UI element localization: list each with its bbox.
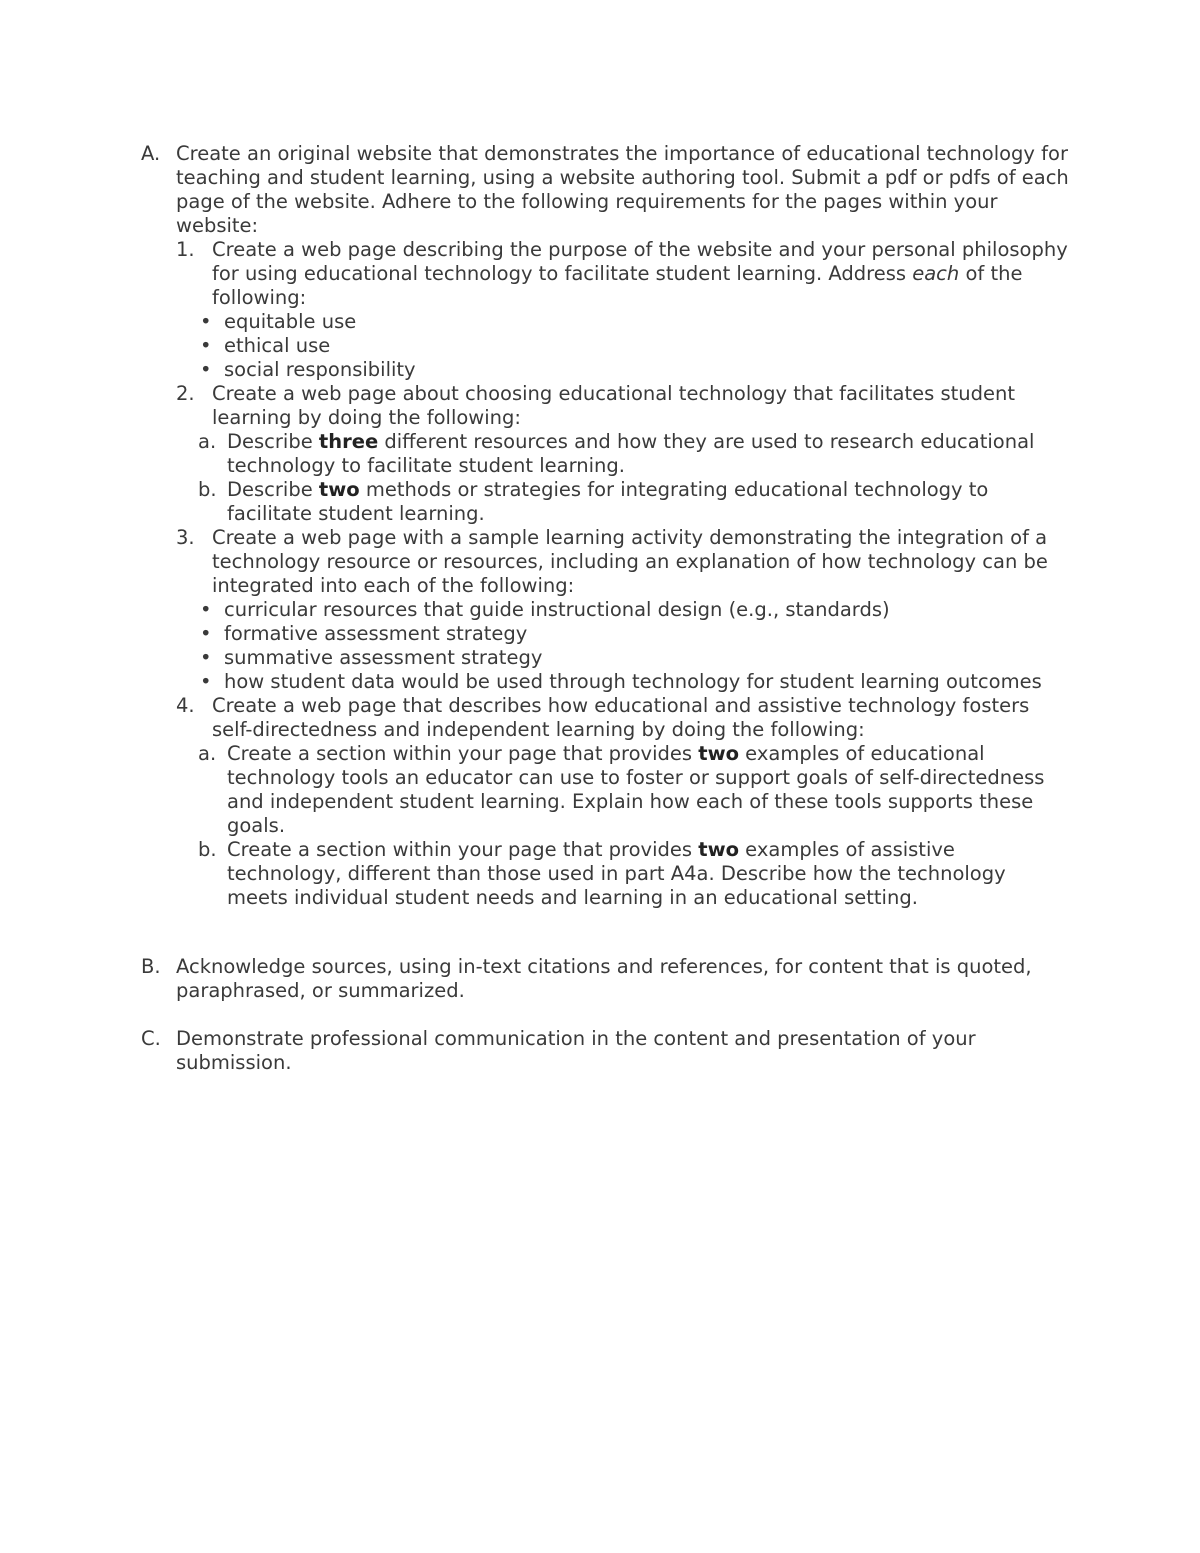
marker-A: A.	[141, 142, 161, 165]
marker-C: C.	[141, 1027, 161, 1050]
requirement-A2	[176, 382, 1071, 430]
requirement-C	[141, 1027, 1071, 1075]
requirement-A2-text: Create a web page about choosing educational technology that facilitates student learning by doing the following:	[212, 382, 1016, 429]
bold-term: two	[698, 838, 739, 861]
requirement-A4a-text	[227, 742, 1071, 838]
marker-A4a: a.	[198, 742, 217, 765]
marker-A4: 4.	[176, 694, 195, 717]
bullet-icon: •	[200, 670, 212, 693]
marker-A1: 1.	[176, 238, 195, 261]
bullet-item	[176, 670, 1071, 694]
bullet-icon: •	[200, 334, 212, 357]
bullet-icon: •	[200, 598, 212, 621]
text-span: different resources and how they are used to research educational technology to facilitate student learning.	[227, 430, 1035, 477]
bullet-item	[176, 334, 1071, 358]
bullet-icon: •	[200, 646, 212, 669]
requirement-A4b	[176, 838, 1071, 910]
requirement-A3	[176, 526, 1071, 598]
text-span: Describe	[227, 478, 319, 501]
requirement-A2a-text	[227, 430, 1071, 478]
bullet-text: how student data would be used through technology for student learning outcomes	[224, 670, 1042, 693]
bullet-item	[176, 646, 1071, 670]
requirement-A4a	[176, 742, 1071, 838]
requirement-C-text: Demonstrate professional communication in the content and presentation of your submission.	[176, 1027, 976, 1074]
bullet-item	[176, 358, 1071, 382]
requirement-A3-text: Create a web page with a sample learning activity demonstrating the integration of a technology resource or resources, including an explanation of how technology can be integrated into each of the following:	[212, 526, 1048, 597]
text-span: Describe	[227, 430, 319, 453]
text-span: methods or strategies for integrating educational technology to facilitate student learning.	[227, 478, 989, 525]
marker-A2a: a.	[198, 430, 217, 453]
bullet-text: summative assessment strategy	[224, 646, 543, 669]
text-span: examples of educational technology tools an educator can use to foster or support goals of self-directedness and independent student learning. Explain how each of these tools supports these goals.	[227, 742, 1045, 837]
bullet-item	[176, 622, 1071, 646]
bullet-item	[176, 598, 1071, 622]
text-span: Create a section within your page that provides	[227, 742, 699, 765]
text-span: Create a section within your page that provides	[227, 838, 699, 861]
bullet-icon: •	[200, 310, 212, 333]
text-span: of the following:	[212, 262, 1023, 309]
bullet-text: curricular resources that guide instructional design (e.g., standards)	[224, 598, 890, 621]
bold-term: three	[318, 430, 379, 453]
requirement-A4b-text	[227, 838, 1071, 910]
emphasis-each: each	[912, 262, 960, 285]
requirement-A1-text	[212, 238, 1071, 310]
requirement-A4-text: Create a web page that describes how educational and assistive technology fosters self-directedness and independent learning by doing the following:	[212, 694, 1030, 741]
bullet-icon: •	[200, 622, 212, 645]
bold-term: two	[698, 742, 739, 765]
bullet-text: social responsibility	[224, 358, 416, 381]
text-span: Create a web page describing the purpose of the website and your personal philosophy for using educational technology to facilitate student learning. Address	[212, 238, 1068, 285]
requirement-A1	[176, 238, 1071, 310]
bullet-text: ethical use	[224, 334, 331, 357]
requirement-A2a	[176, 430, 1071, 478]
requirement-A2b-text	[227, 478, 1071, 526]
text-span: examples of assistive technology, different than those used in part A4a. Describe how the technology meets individual student needs and learning in an educational setting.	[227, 838, 1006, 909]
requirement-A-text: Create an original website that demonstrates the importance of educational technology for teaching and student learning, using a website authoring tool. Submit a pdf or pdfs of each page of the website. Adhere to the following requirements for the pages within your website:	[176, 142, 1069, 237]
marker-A4b: b.	[198, 838, 217, 861]
bullet-text: equitable use	[224, 310, 357, 333]
requirement-A4	[176, 694, 1071, 742]
marker-B: B.	[141, 955, 161, 978]
requirement-A2b	[176, 478, 1071, 526]
marker-A3: 3.	[176, 526, 195, 549]
marker-A2: 2.	[176, 382, 195, 405]
bullet-item	[176, 310, 1071, 334]
bullet-icon: •	[200, 358, 212, 381]
marker-A2b: b.	[198, 478, 217, 501]
requirement-B	[141, 955, 1071, 1003]
bold-term: two	[318, 478, 360, 501]
requirement-A	[141, 142, 1071, 910]
requirement-B-text: Acknowledge sources, using in-text citations and references, for content that is quoted, paraphrased, or summarized.	[176, 955, 1032, 1002]
bullet-text: formative assessment strategy	[224, 622, 528, 645]
